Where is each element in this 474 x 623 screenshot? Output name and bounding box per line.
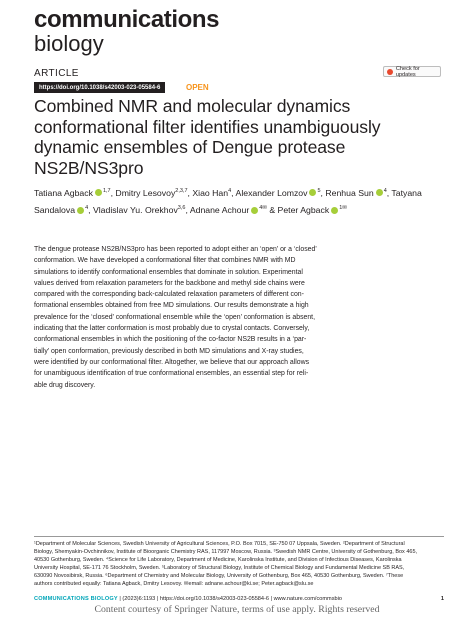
check-for-updates-button[interactable] bbox=[383, 66, 441, 77]
author-separator: , bbox=[88, 205, 93, 216]
orcid-icon[interactable] bbox=[331, 207, 338, 214]
author-name[interactable]: Renhua Sun bbox=[325, 187, 374, 198]
affiliation-line: Biology, Shemyakin-Ovchinnikov, Institute of Bioorganic Chemistry RAS, 117997 Moscow, Russia. ³Swedish NMR Centre, University of Gothenburg, Box 465, bbox=[34, 549, 418, 555]
author-separator: , bbox=[110, 187, 116, 198]
author-separator: , bbox=[231, 187, 236, 198]
author-name[interactable]: Vladislav Yu. Orekhov bbox=[92, 205, 178, 216]
journal-name-line2: biology bbox=[34, 31, 104, 56]
check-updates-label: Check for updates bbox=[395, 65, 420, 78]
abstract-line: were identified by our conformational filter. Altogether, we believe that our approach allows bbox=[34, 358, 310, 366]
author-affiliation-sup: 4 bbox=[85, 205, 89, 212]
page-number: 1 bbox=[440, 596, 444, 602]
doi-link[interactable]: https://doi.org/10.1038/s42003-023-05584-6 bbox=[34, 82, 165, 93]
author-separator: , bbox=[185, 205, 190, 216]
article-type: ARTICLE bbox=[34, 68, 79, 79]
journal-name-line1: communications bbox=[34, 6, 220, 33]
abstract-line: indicating that the latter conformation is most probably due to crystal contacts. Conversely, bbox=[34, 325, 310, 333]
author-separator: , bbox=[386, 187, 392, 198]
abstract-line: simulations to identify conformational ensembles that dominate in solution. Experimental bbox=[34, 268, 303, 276]
author-affiliation-sup: 5 bbox=[317, 188, 321, 194]
affiliation-line: ¹Department of Molecular Sciences, Swedish University of Agricultural Sciences, P.O. Box 7015, SE-750 07 Uppsala, Sweden. ²Department of Structural bbox=[34, 541, 405, 547]
orcid-icon[interactable] bbox=[77, 207, 84, 214]
page-footer bbox=[34, 596, 444, 602]
open-access-badge: OPEN bbox=[186, 83, 209, 92]
article-title: Combined NMR and molecular dynamics conformational filter identifies unambiguously dynamic ensembles of Dengue protease NS2B/NS3pro bbox=[34, 96, 381, 178]
author-separator: , bbox=[320, 187, 326, 198]
author-name[interactable]: Adnane Achour bbox=[189, 205, 250, 216]
updates-icon bbox=[387, 69, 393, 75]
affiliations bbox=[34, 540, 446, 588]
abstract-line: able drug discovery. bbox=[34, 381, 96, 389]
author-name[interactable]: Dmitry Lesovoy bbox=[115, 187, 176, 198]
affiliation-line: 630090 Novosibirsk, Russia. ⁶Department of Chemistry and Molecular Biology, University of Gothenburg, Box 465, 40530 Gothenburg, Sweden. ⁷These bbox=[34, 573, 404, 579]
author-name[interactable]: Alexander Lomzov bbox=[235, 187, 308, 198]
author-affiliation-sup: 1✉ bbox=[339, 205, 347, 212]
footnote-divider bbox=[34, 536, 444, 537]
author-name[interactable]: Peter Agback bbox=[277, 205, 330, 216]
abstract-line: values derived from relaxation parameters for the backbone and methyl side chains were bbox=[34, 279, 305, 287]
affiliation-line: authors contributed equally: Tatiana Agback, Dmitry Lesovoy. ✉email: adnane.achour@ki.se; Peter.agback@slu.se bbox=[34, 581, 314, 587]
author-separator: & bbox=[266, 205, 278, 216]
orcid-icon[interactable] bbox=[309, 189, 316, 196]
footer-citation: | (2023)6:1193 | https://doi.org/10.1038/s42003-023-05584-6 | www.nature.com/commsbio bbox=[117, 596, 342, 602]
abstract-line: compared with the corresponding back-calculated relaxation parameters of different con- bbox=[34, 291, 304, 299]
author-name[interactable]: Tatiana Agback bbox=[34, 187, 93, 198]
author-affiliation-sup: 3,6 bbox=[177, 205, 186, 212]
abstract-line: for unambiguous identification of true conformational ensembles, an essential step for reli- bbox=[34, 370, 309, 378]
footer-journal: COMMUNICATIONS BIOLOGY bbox=[34, 596, 118, 602]
author-affiliation-sup: 4✉ bbox=[259, 205, 267, 212]
author-affiliation-sup: 4 bbox=[228, 188, 232, 194]
author-list bbox=[34, 184, 444, 219]
abstract-line: tially’ open conformation, previously described in both MD simulations and X-ray studies, bbox=[34, 347, 304, 355]
abstract-line: conformation. We have developed a conformational filter that combines NMR with MD bbox=[34, 257, 296, 265]
orcid-icon[interactable] bbox=[95, 189, 102, 196]
author-separator: , bbox=[187, 187, 193, 198]
affiliation-line: University Hospital, SE-171 76 Stockholm, Sweden. ⁵Laboratory of Structural Biology, Institute of Chemical Biology and Fundamental Medicine SB RAS, bbox=[34, 565, 405, 571]
journal-logo bbox=[34, 8, 219, 55]
affiliation-line: 40530 Gothenburg, Sweden. ⁴Science for Life Laboratory, Department of Medicine, Karolinska Institute, and Division of Infectious Diseases, Karolinska bbox=[34, 557, 402, 563]
abstract bbox=[34, 244, 446, 391]
author-affiliation-sup: 1,7 bbox=[102, 188, 111, 194]
courtesy-notice: Content courtesy of Springer Nature, terms of use apply. Rights reserved bbox=[94, 604, 380, 615]
author-name[interactable]: Xiao Han bbox=[192, 187, 229, 198]
abstract-line: conformational ensembles in which the positioning of the co-factor NS2B results in a ‘par- bbox=[34, 336, 307, 344]
abstract-line: formational ensembles obtained from free MD simulations. Our results demonstrate a high bbox=[34, 302, 309, 310]
orcid-icon[interactable] bbox=[251, 207, 258, 214]
abstract-line: prevalence for the ‘closed’ conformational ensemble while the ‘open’ conformation is absent, bbox=[34, 313, 316, 321]
abstract-line: The dengue protease NS2B/NS3pro has been reported to adopt either an ‘open’ or a ‘closed’ bbox=[34, 246, 317, 253]
author-affiliation-sup: 2,3,7 bbox=[175, 188, 188, 194]
orcid-icon[interactable] bbox=[376, 189, 383, 196]
author-name[interactable]: Tatyana Sandalova bbox=[34, 187, 422, 216]
author-affiliation-sup: 4 bbox=[383, 188, 387, 194]
